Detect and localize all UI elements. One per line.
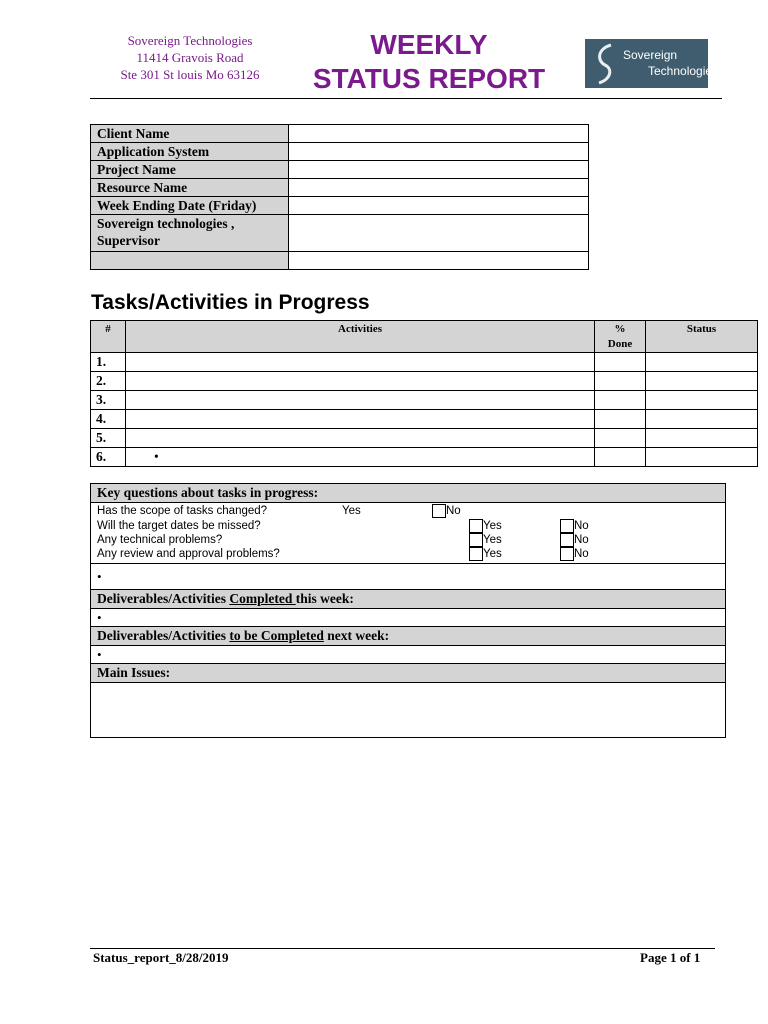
- tasks-table: [90, 320, 758, 467]
- task-number: 5.: [91, 429, 126, 448]
- key-questions-heading: Key questions about tasks in progress:: [91, 484, 725, 503]
- footer-page-number: Page 1 of 1: [640, 950, 701, 965]
- info-row: [91, 215, 589, 252]
- table-row: [91, 391, 758, 410]
- table-row: [91, 448, 758, 467]
- key-questions-block: [91, 503, 725, 564]
- review-yes-label: Yes: [483, 548, 502, 560]
- info-value[interactable]: [289, 161, 589, 179]
- task-percent[interactable]: [595, 448, 646, 467]
- task-percent[interactable]: [595, 372, 646, 391]
- info-value[interactable]: [289, 197, 589, 215]
- table-row: [91, 410, 758, 429]
- next-week-underlined: to be Completed: [229, 628, 324, 643]
- info-value[interactable]: [289, 252, 589, 270]
- scope-no-checkbox[interactable]: [432, 504, 446, 518]
- question-technical: Any technical problems?: [97, 534, 223, 546]
- info-label: [91, 215, 289, 252]
- table-row: [91, 353, 758, 372]
- task-percent[interactable]: [595, 410, 646, 429]
- task-status[interactable]: [646, 448, 758, 467]
- info-value[interactable]: [289, 179, 589, 197]
- info-label: Client Name: [91, 125, 289, 143]
- info-row: [91, 252, 589, 270]
- info-row: [91, 197, 589, 215]
- task-status[interactable]: [646, 410, 758, 429]
- footer-filename: Status_report_8/28/2019: [93, 950, 229, 965]
- completed-underlined: Completed: [229, 591, 296, 606]
- next-week-heading: [91, 627, 725, 646]
- info-row: [91, 179, 589, 197]
- info-label: [91, 252, 289, 270]
- next-week-suffix: next week:: [323, 628, 390, 643]
- task-activity[interactable]: [126, 372, 595, 391]
- next-week-notes[interactable]: •: [91, 646, 725, 664]
- review-yes-checkbox[interactable]: [469, 547, 483, 561]
- title-line-1: WEEKLY: [370, 29, 488, 60]
- status-questions-panel: [90, 483, 726, 738]
- scope-yes-label: Yes: [342, 505, 361, 517]
- info-row: [91, 143, 589, 161]
- title-line-2: STATUS REPORT: [312, 63, 546, 94]
- task-status[interactable]: [646, 372, 758, 391]
- tasks-section-title: Tasks/Activities in Progress: [91, 291, 370, 314]
- logo-text-2: Technologies: [648, 64, 719, 78]
- info-label: Resource Name: [91, 179, 289, 197]
- info-label: Application System: [91, 143, 289, 161]
- task-number: 4.: [91, 410, 126, 429]
- task-percent[interactable]: [595, 391, 646, 410]
- dates-yes-checkbox[interactable]: [469, 519, 483, 533]
- question-dates: Will the target dates be missed?: [97, 520, 261, 532]
- task-activity[interactable]: [126, 410, 595, 429]
- main-issues-field[interactable]: [91, 683, 725, 737]
- supervisor-label-2: Supervisor: [97, 233, 161, 248]
- key-questions-notes[interactable]: •: [91, 564, 725, 590]
- col-status: Status: [646, 321, 758, 353]
- review-no-checkbox[interactable]: [560, 547, 574, 561]
- technical-yes-label: Yes: [483, 534, 502, 546]
- tasks-header-row: [91, 321, 758, 353]
- col-number: #: [91, 321, 126, 353]
- supervisor-label-1: Sovereign technologies ,: [97, 216, 235, 231]
- company-address: [100, 32, 280, 83]
- task-status[interactable]: [646, 429, 758, 448]
- task-number: 6.: [91, 448, 126, 467]
- question-review: Any review and approval problems?: [97, 548, 280, 560]
- company-city: Ste 301 St louis Mo 63126: [120, 67, 260, 82]
- task-percent[interactable]: [595, 353, 646, 372]
- table-row: [91, 429, 758, 448]
- review-no-label: No: [574, 548, 589, 560]
- technical-no-checkbox[interactable]: [560, 533, 574, 547]
- dates-no-checkbox[interactable]: [560, 519, 574, 533]
- task-activity[interactable]: •: [126, 448, 595, 467]
- task-number: 3.: [91, 391, 126, 410]
- company-logo: [585, 39, 719, 88]
- col-activities: Activities: [126, 321, 595, 353]
- scope-no-label: No: [446, 505, 461, 517]
- info-value[interactable]: [289, 215, 589, 252]
- company-street: 11414 Gravois Road: [136, 50, 244, 65]
- completed-suffix: this week:: [295, 591, 354, 606]
- report-title: [298, 28, 560, 96]
- dates-yes-label: Yes: [483, 520, 502, 532]
- task-status[interactable]: [646, 353, 758, 372]
- info-row: [91, 125, 589, 143]
- task-activity[interactable]: [126, 353, 595, 372]
- main-issues-heading: Main Issues:: [91, 664, 725, 683]
- task-percent[interactable]: [595, 429, 646, 448]
- task-activity[interactable]: [126, 429, 595, 448]
- col-done-label: Done: [607, 338, 633, 350]
- info-label: Project Name: [91, 161, 289, 179]
- completed-prefix: Deliverables/Activities: [97, 591, 230, 606]
- task-activity[interactable]: [126, 391, 595, 410]
- info-value[interactable]: [289, 143, 589, 161]
- info-label: Week Ending Date (Friday): [91, 197, 289, 215]
- technical-no-label: No: [574, 534, 589, 546]
- task-number: 1.: [91, 353, 126, 372]
- question-scope: Has the scope of tasks changed?: [97, 505, 268, 517]
- col-percent-label: %: [614, 323, 626, 335]
- task-number: 2.: [91, 372, 126, 391]
- completed-notes[interactable]: •: [91, 609, 725, 627]
- dates-no-label: No: [574, 520, 589, 532]
- col-percent-done: [595, 321, 646, 353]
- project-info-table: [90, 124, 589, 270]
- table-row: [91, 372, 758, 391]
- completed-heading: [91, 590, 725, 609]
- header-divider: [90, 98, 722, 99]
- info-value[interactable]: [289, 125, 589, 143]
- technical-yes-checkbox[interactable]: [469, 533, 483, 547]
- next-week-prefix: Deliverables/Activities: [97, 628, 230, 643]
- info-row: [91, 161, 589, 179]
- task-status[interactable]: [646, 391, 758, 410]
- logo-text-1: Sovereign: [623, 48, 678, 62]
- company-name: Sovereign Technologies: [127, 33, 253, 48]
- footer-divider: [90, 948, 715, 949]
